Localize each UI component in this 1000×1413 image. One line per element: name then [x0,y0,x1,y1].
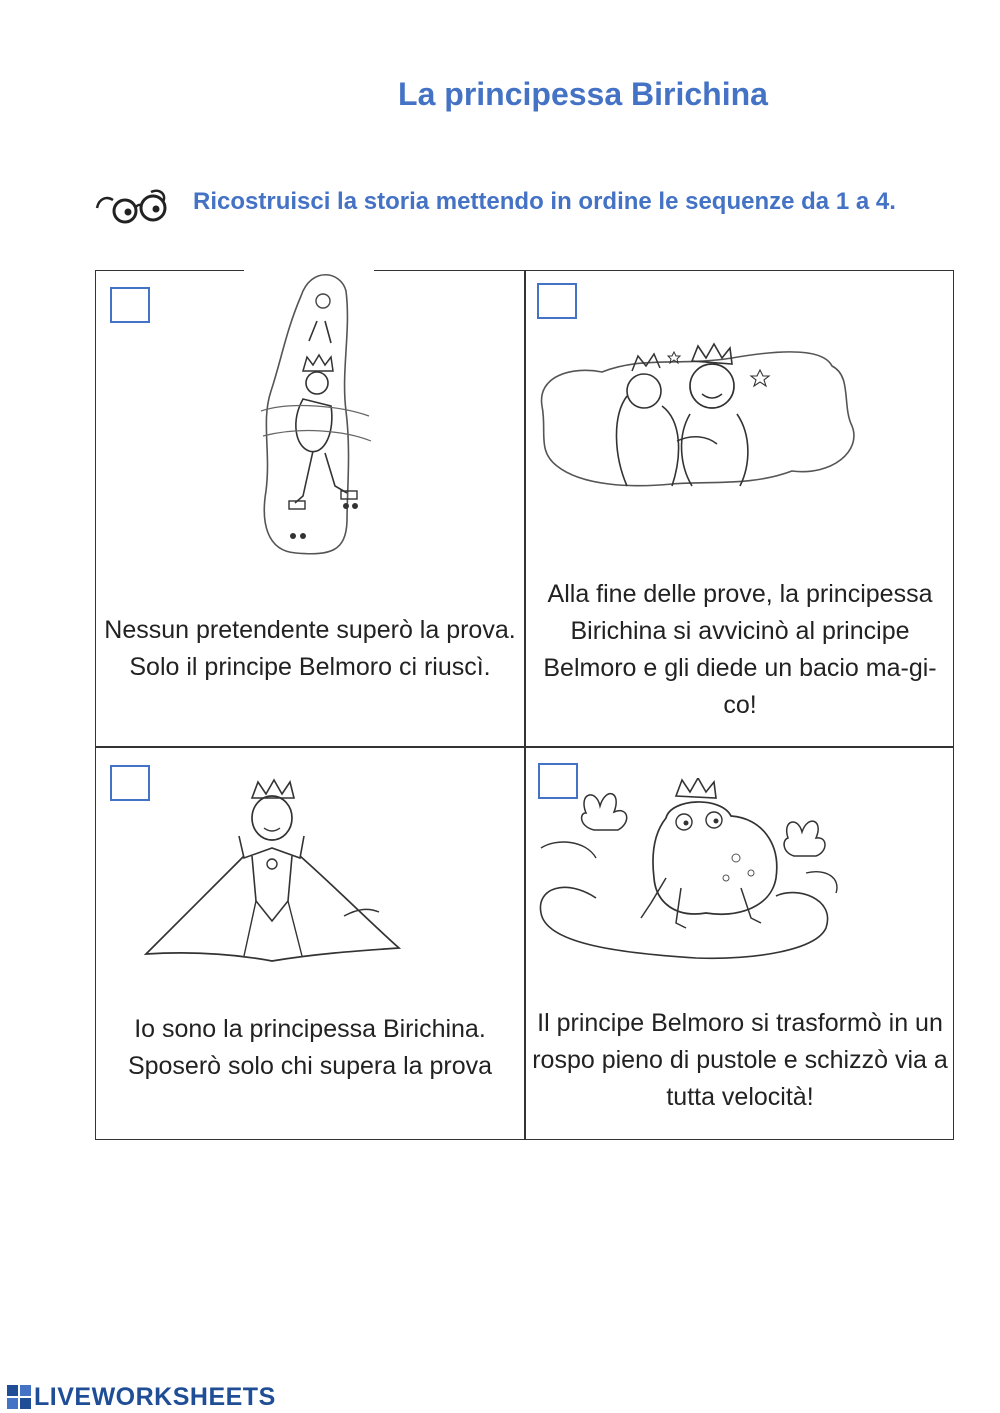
princess-kissing-prince-illustration [532,336,872,496]
liveworksheets-logo-icon [6,1384,32,1410]
sequence-cell-1 [96,271,524,746]
sequence-cell-4 [526,748,954,1139]
order-checkbox-1[interactable] [110,287,150,323]
sequence-caption-3: Io sono la principessa Birichina. Sposerò solo chi supera la prova [127,1015,493,1080]
prince-spinning-illustration [251,271,381,561]
princess-illustration [144,776,404,976]
sequence-cell-2 [526,271,954,746]
page-title: La principessa Birichina [398,76,768,112]
frog-on-lily-pad-illustration [536,778,856,968]
order-checkbox-2[interactable] [537,283,577,319]
sequence-grid [95,270,954,1140]
liveworksheets-logo [6,1382,276,1412]
sequence-caption-1: Nessun pretendente superò la prova. Solo il principe Belmoro ci riuscì. [104,616,516,681]
logo-text: LIVEWORKSHEETS [34,1382,276,1411]
sequence-caption-2: Alla fine delle prove, la principessa Birichina si avvicinò al principe Belmoro e gli diede un bacio ma-gi-co! [543,580,937,719]
instruction-text: Ricostruisci la storia mettendo in ordine le sequenze da 1 a 4. [193,188,896,215]
instruction-row [95,182,985,228]
sequence-cell-3 [96,748,524,1139]
glasses-icon [95,184,171,226]
sequence-caption-4: Il principe Belmoro si trasformò in un rospo pieno di pustole e schizzò via a tutta velocità! [532,1009,948,1111]
